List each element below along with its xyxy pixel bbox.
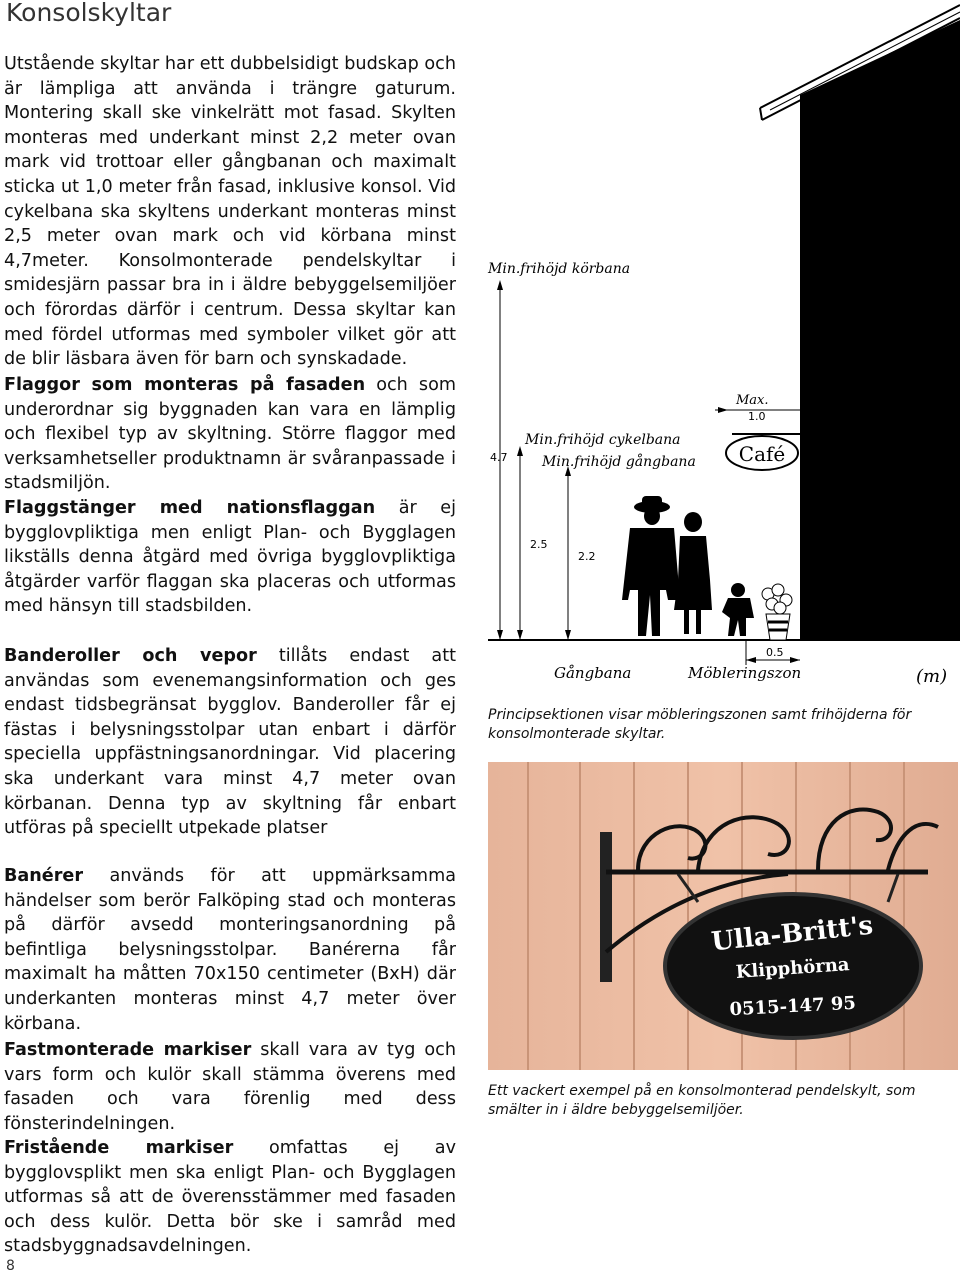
paragraph-body: omfattas ej av bygglovsplikt men ska enligt Plan- och Bygglagen utformas så att de överensstämmer med fasaden och dess kulör. Detta bör ske i samråd med stadsbyggnadsavdelningen. xyxy=(4,1138,456,1257)
dimension-label-47: 4.7 xyxy=(490,451,508,464)
arrow-icon xyxy=(517,630,523,640)
max-label: Max. xyxy=(736,393,769,408)
arrow-icon xyxy=(497,630,503,640)
paragraph-lead: Flaggor som monteras på fasaden xyxy=(4,375,366,395)
paragraph-flaggor xyxy=(4,373,456,496)
roof-line xyxy=(760,108,762,120)
arrow-icon xyxy=(790,657,800,663)
paragraph-body: används för att uppmärksamma händelser som berör Falköping stad och monteras på därför avsedd monteringsanordning på befintliga belysningsstolpar. Banérerna får maximalt ha måtten 70x150 centimeter (BxH) där underkanten monteras minst 4,7 meter över körbana. xyxy=(4,866,456,1034)
max-value: 1.0 xyxy=(748,410,766,423)
paragraph-lead: Banderoller och vepor xyxy=(4,646,257,666)
dimension-label-25: 2.5 xyxy=(530,538,548,551)
cafe-sign-text: Café xyxy=(738,442,786,466)
child-silhouette xyxy=(722,583,754,636)
page-title: Konsolskyltar xyxy=(6,0,172,27)
dimension-label-05: 0.5 xyxy=(766,646,784,659)
paragraph-fristaende-markiser xyxy=(4,1136,456,1259)
building-facade xyxy=(800,20,960,640)
page-number: 8 xyxy=(6,1258,15,1274)
unit-label: (m) xyxy=(916,666,948,687)
sign-line-2: Klipphörna xyxy=(735,954,851,983)
paragraph-lead: Banérer xyxy=(4,866,84,886)
paragraph-intro: Utstående skyltar har ett dubbelsidigt budskap och är lämpliga att använda i trängre gaturum. Montering skall ske vinkelrätt mot fasad. Skylten monteras med underkant minst 2,2 meter ovan mark vid trottoar eller gångbanan och maximalt sticka ut 1,0 meter från fasad, inklusive konsol. Vid cykelbana ska skyltens underkant monteras minst 2,5 meter ovan mark och vid körbana minst 4,7meter. Konsolmonterade pendelskyltar i smidesjärn passar bra in i äldre bebyggelsemiljöer och förordas därför i centrum. Dessa skyltar kan med fördel utformas med symboler vilket gör att de blir läsbara även för barn och synskadade. xyxy=(4,54,456,370)
man-silhouette xyxy=(622,496,680,636)
arrow-icon xyxy=(497,280,503,290)
sign-photo xyxy=(488,762,958,1070)
label-gangbana-height: Min.frihöjd gångbana xyxy=(542,454,696,470)
paragraph-flaggstanger xyxy=(4,496,456,619)
paragraph-lead: Flaggstänger med nationsflaggan xyxy=(4,498,376,518)
flower-pot xyxy=(762,584,792,640)
paragraph-body: är ej bygglovpliktiga men enligt Plan- och Bygglagen likställs denna åtgärd med övriga bygglovpliktiga åtgärder varför flaggan ska placeras och utformas med hänsyn till stadsbilden. xyxy=(4,498,456,617)
wall-plate xyxy=(600,832,612,982)
sign-line-3: 0515-147 95 xyxy=(729,992,857,1021)
paragraph-banerer xyxy=(4,864,456,1036)
arrow-icon xyxy=(746,657,756,663)
paragraph-banderoller xyxy=(4,644,456,841)
zone-mobleringszon: Möbleringszon xyxy=(688,664,802,682)
paragraph-fastmonterade-markiser xyxy=(4,1038,456,1136)
paragraph-body: skall vara av tyg och vars form och kulör skall stämma överens med fasaden och vara förenlig med dess fönsterindelningen. xyxy=(4,1040,456,1134)
paragraph-lead: Fristående markiser xyxy=(4,1138,234,1158)
arrow-icon xyxy=(565,630,571,640)
diagram-caption: Principsektionen visar möbleringszonen samt frihöjderna för konsolmonterade skyltar. xyxy=(488,707,912,742)
paragraph-body: tillåts endast att användas som evenemangsinformation och ges endast tidsbegränsat bygglov. Banderoller får ej fästas i belysningsstolpar utan enbart i därför speciella uppfästningsanordningar. Vid placering ska underkant vara minst 4,7 meter ovan körbanan. Denna typ av skyltning får enbart utföras på speciellt utpekade platser xyxy=(4,646,456,839)
section-diagram xyxy=(470,0,960,700)
label-cykelbana: Min.frihöjd cykelbana xyxy=(525,432,681,448)
sign-line-1: Ulla-Britt's xyxy=(709,910,875,958)
zone-gangbana: Gångbana xyxy=(554,664,632,682)
arrow-icon xyxy=(517,446,523,456)
paragraph-body: och som underordnar sig byggnaden kan vara en lämplig och flexibel typ av skyltning. Större flaggor med verksamhetseller produktnamn är svåranpassade i stadsmiljön. xyxy=(4,375,456,494)
arrow-icon xyxy=(718,407,728,413)
photo-caption: Ett vackert exempel på en konsolmonterad pendelskylt, som smälter in i äldre bebyggelsemiljöer. xyxy=(488,1083,916,1118)
dimension-label-22: 2.2 xyxy=(578,550,596,563)
label-korbana: Min.frihöjd körbana xyxy=(488,261,631,277)
paragraph-lead: Fastmonterade markiser xyxy=(4,1040,252,1060)
woman-silhouette xyxy=(674,512,712,634)
